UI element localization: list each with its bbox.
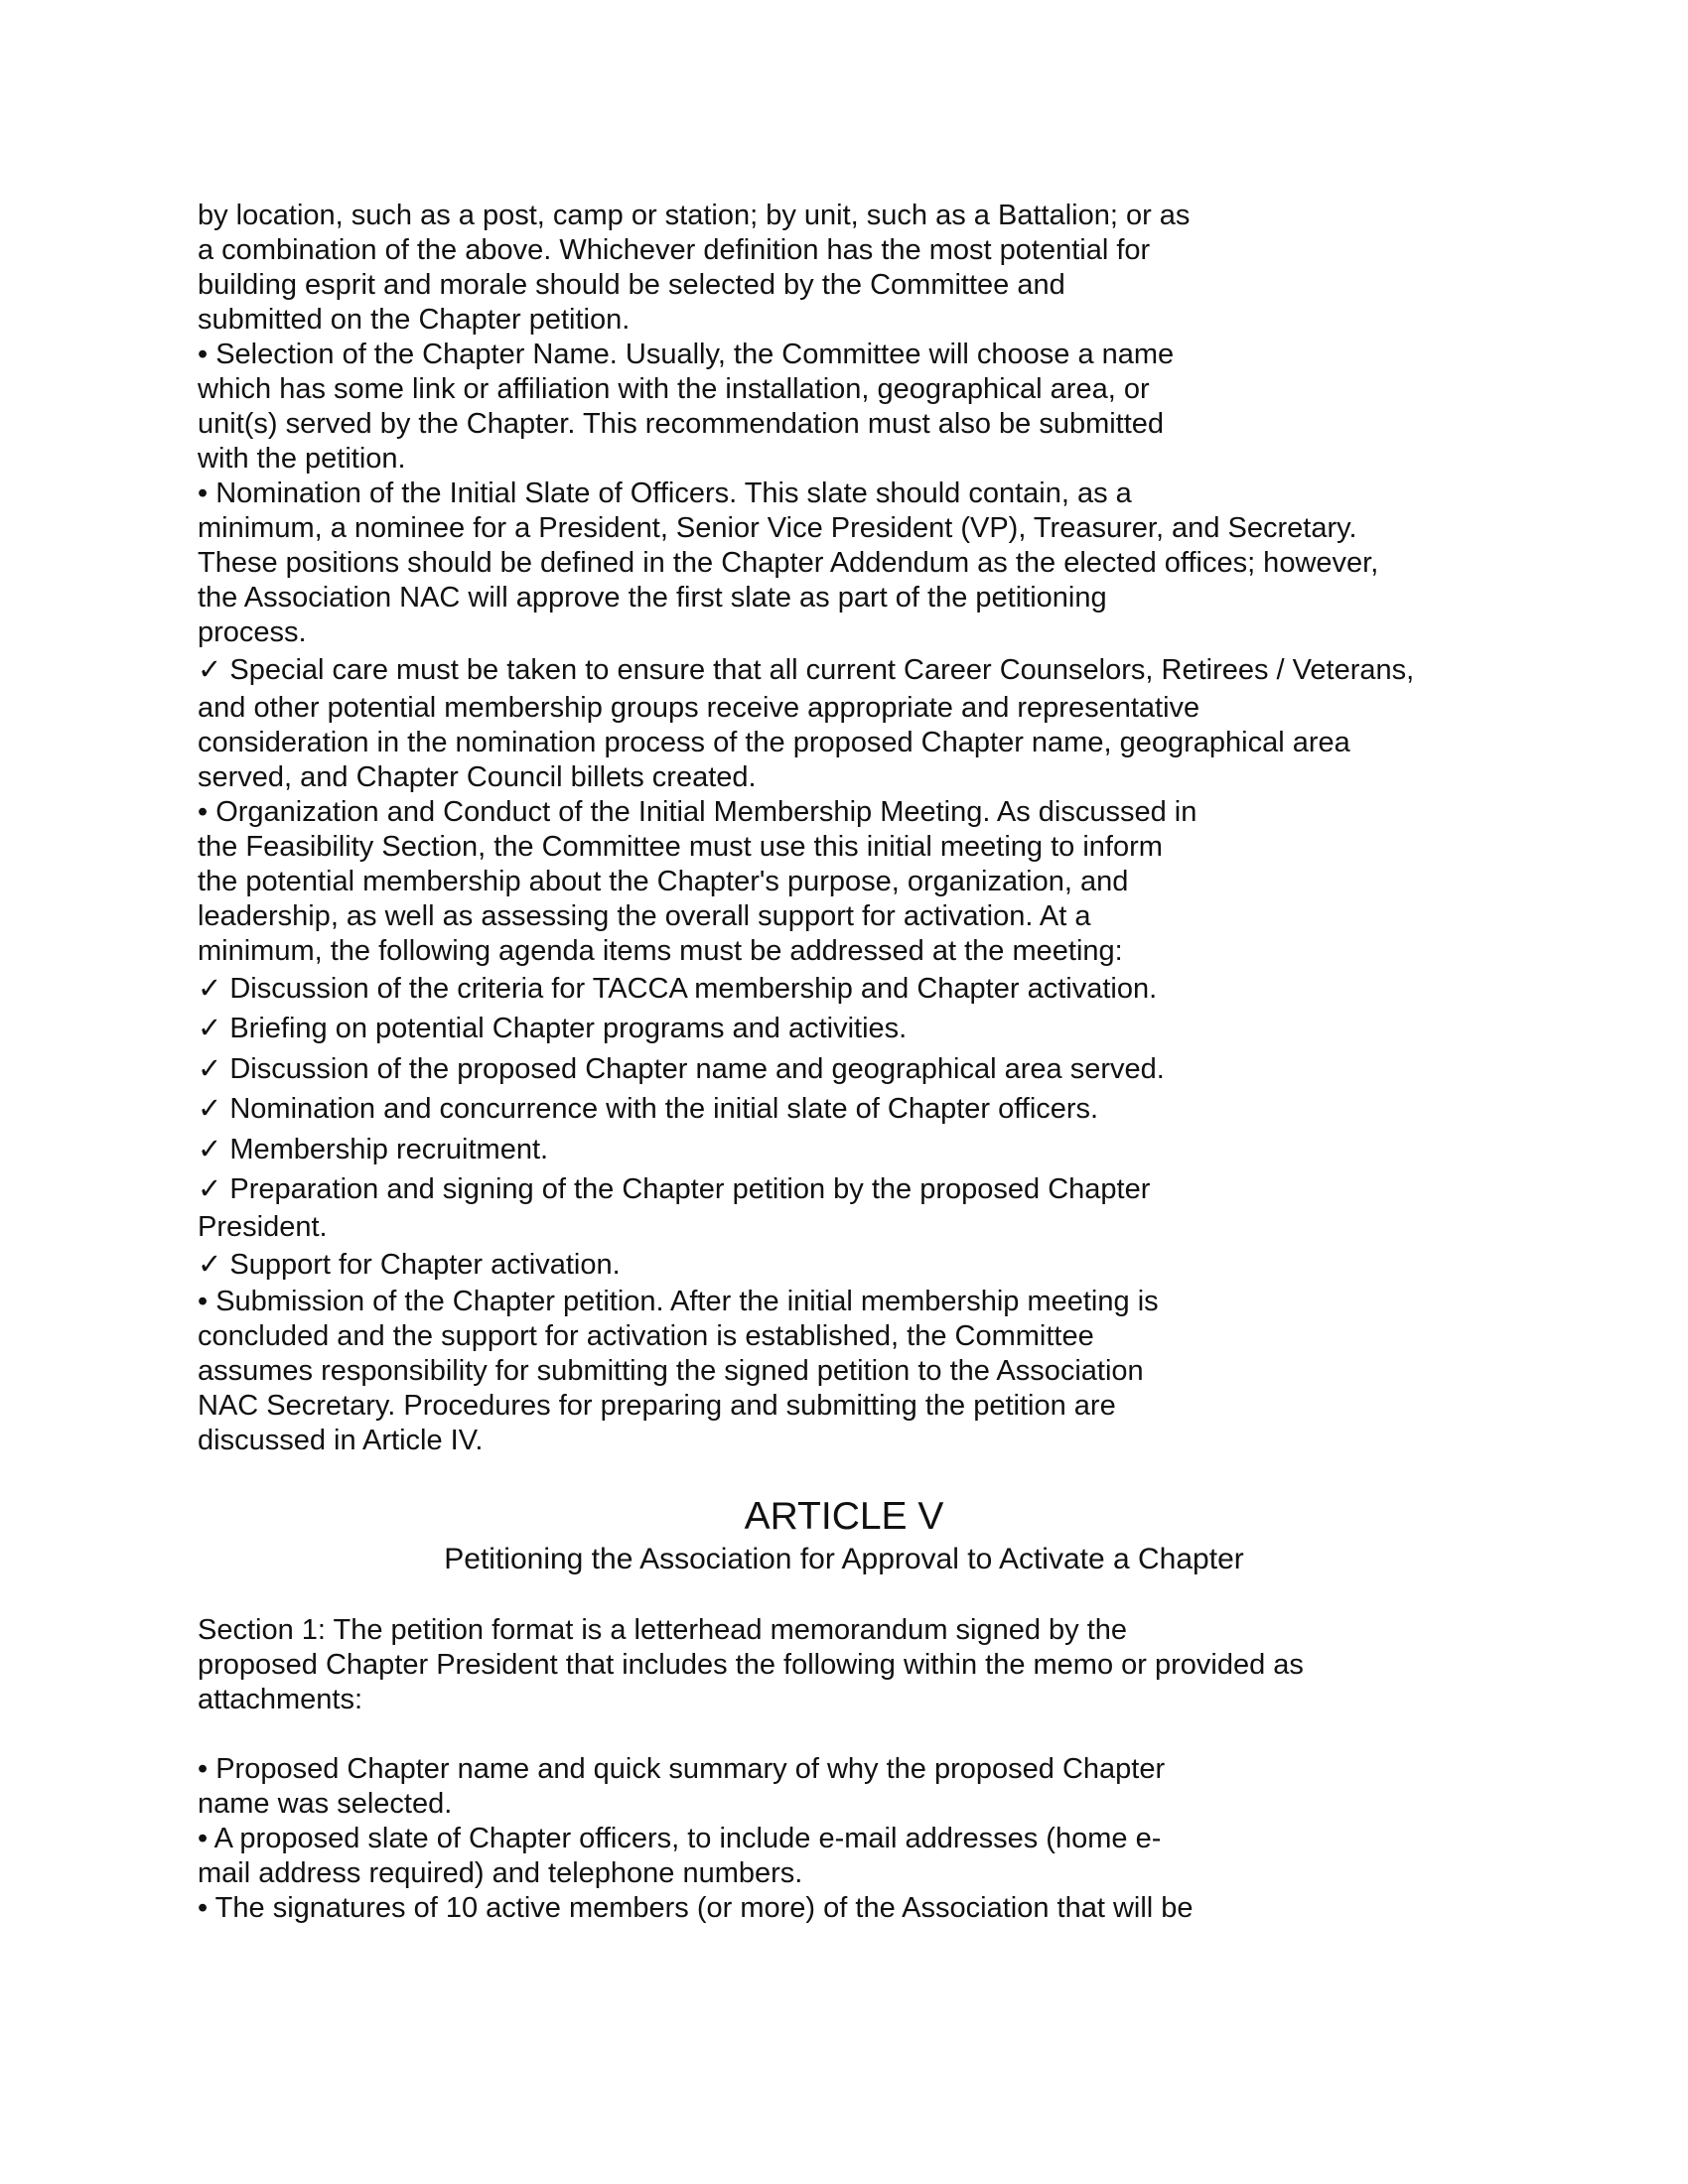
text-line: minimum, the following agenda items must be addressed at the meeting: xyxy=(198,934,1123,967)
text-line: Section 1: The petition format is a letterhead memorandum signed by the xyxy=(198,1614,1128,1646)
text-line: building esprit and morale should be selected by the Committee and xyxy=(198,269,1065,301)
checkmark-line: ✓ Discussion of the proposed Chapter name and geographical area served. xyxy=(198,1052,1165,1085)
text-line: concluded and the support for activation is established, the Committee xyxy=(198,1320,1094,1352)
bullet-line: • The signatures of 10 active members (or more) of the Association that will be xyxy=(198,1892,1194,1924)
checkmark-line: ✓ Briefing on potential Chapter programs and activities. xyxy=(198,1013,908,1044)
section-text xyxy=(198,1613,1508,1926)
bullet-line: • Submission of the Chapter petition. After the initial membership meeting is xyxy=(198,1286,1159,1317)
bullet-line: • Selection of the Chapter Name. Usually, the Committee will choose a name xyxy=(198,339,1175,370)
text-line: President. xyxy=(198,1210,328,1243)
checkmark-line: ✓ Membership recruitment. xyxy=(198,1133,549,1165)
article-subtitle: Petitioning the Association for Approval to Activate a Chapter xyxy=(444,1543,1244,1575)
bullet-line: • Proposed Chapter name and quick summary of why the proposed Chapter xyxy=(198,1753,1166,1785)
bullet-line: • Organization and Conduct of the Initial Membership Meeting. As discussed in xyxy=(198,795,1197,828)
text-line: with the petition. xyxy=(198,443,406,475)
checkmark-line: ✓ Special care must be taken to ensure that all current Career Counselors, Retirees / Veterans, xyxy=(198,654,1415,686)
text-line: which has some link or affiliation with the installation, geographical area, or xyxy=(198,373,1150,405)
text-line: the potential membership about the Chapter's purpose, organization, and xyxy=(198,865,1129,897)
paragraph-gap xyxy=(198,1717,1508,1752)
text-line: a combination of the above. Whichever definition has the most potential for xyxy=(198,234,1151,266)
text-line: submitted on the Chapter petition. xyxy=(198,304,631,336)
text-line: discussed in Article IV. xyxy=(198,1425,484,1456)
text-line: leadership, as well as assessing the overall support for activation. At a xyxy=(198,899,1091,932)
checkmark-line: ✓ Nomination and concurrence with the initial slate of Chapter officers. xyxy=(198,1093,1099,1125)
article-title: ARTICLE V xyxy=(744,1495,944,1538)
body-text xyxy=(198,199,1508,1458)
text-line: NAC Secretary. Procedures for preparing and submitting the petition are xyxy=(198,1390,1116,1422)
text-line: proposed Chapter President that includes the following within the memo or provided as xyxy=(198,1649,1304,1681)
text-line: assumes responsibility for submitting the signed petition to the Association xyxy=(198,1355,1144,1387)
checkmark-line: ✓ Discussion of the criteria for TACCA membership and Chapter activation. xyxy=(198,972,1158,1005)
bullet-line: • Nomination of the Initial Slate of Officers. This slate should contain, as a xyxy=(198,478,1132,509)
text-line: served, and Chapter Council billets created. xyxy=(198,760,757,793)
text-line: by location, such as a post, camp or station; by unit, such as a Battalion; or as xyxy=(198,200,1191,231)
text-line: name was selected. xyxy=(198,1788,453,1820)
text-line: consideration in the nomination process of the proposed Chapter name, geographical area xyxy=(198,726,1350,758)
text-line: attachments: xyxy=(198,1684,363,1715)
text-line: the Association NAC will approve the first slate as part of the petitioning xyxy=(198,582,1107,614)
bullet-line: • A proposed slate of Chapter officers, to include e-mail addresses (home e- xyxy=(198,1823,1162,1854)
text-line: and other potential membership groups receive appropriate and representative xyxy=(198,691,1200,724)
text-line: unit(s) served by the Chapter. This recommendation must also be submitted xyxy=(198,408,1165,440)
checkmark-line: ✓ Preparation and signing of the Chapter petition by the proposed Chapter xyxy=(198,1173,1151,1205)
text-line: mail address required) and telephone numbers. xyxy=(198,1857,803,1889)
text-line: the Feasibility Section, the Committee must use this initial meeting to inform xyxy=(198,830,1163,863)
checkmark-line: ✓ Support for Chapter activation. xyxy=(198,1248,621,1281)
text-line: minimum, a nominee for a President, Senior Vice President (VP), Treasurer, and Secretary. xyxy=(198,512,1357,544)
text-line: process. xyxy=(198,616,307,648)
text-line: These positions should be defined in the Chapter Addendum as the elected offices; however, xyxy=(198,547,1379,579)
